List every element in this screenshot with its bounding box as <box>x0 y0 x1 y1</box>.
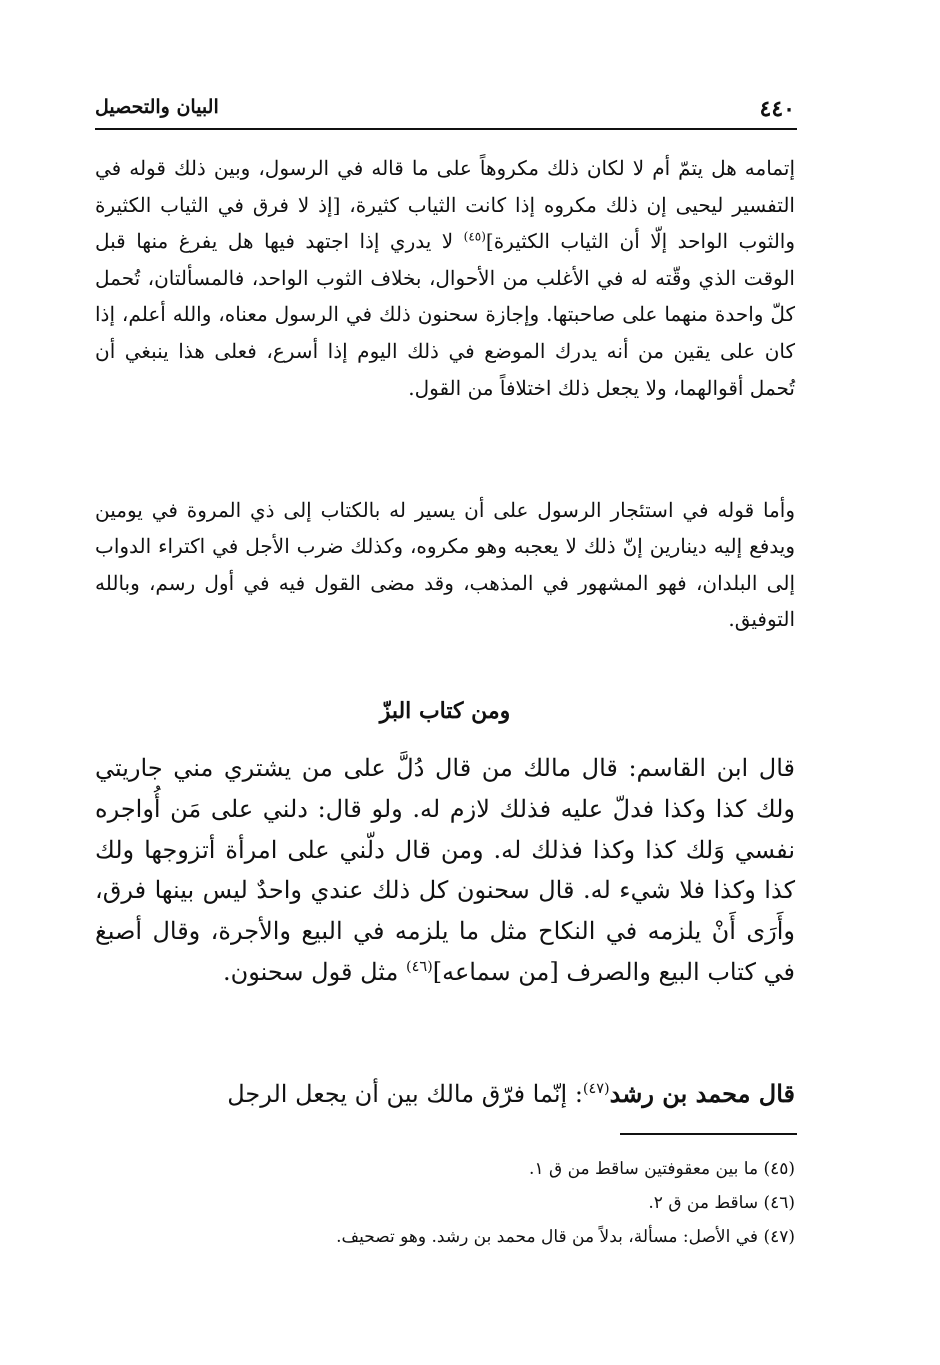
paragraph-text: وأما قوله في استئجار الرسول على أن يسير له بالكتاب إلى ذي المروة في يومين ويدفع إليه دينارين إنّ ذلك لا يعجبه وهو مكروه، وكذلك ضرب الأجل في اكتراء الدواب إلى البلدان، فهو المشهور في المذهب، وقد مضى القول فيه في أول رسم، وبالله التوفيق. <box>95 498 795 632</box>
header-rule <box>95 128 797 130</box>
paragraph-text: إتمامه هل يتمّ أم لا لكان ذلك مكروهاً على ما قاله في الرسول، وبين ذلك قوله في التفسير ليحيى إن ذلك مكروه إذا كانت الثياب كثيرة، [إذ لا فرق في الثياب الكثيرة والثوب الواحد إلّا أن الثياب الكثيرة] <box>95 156 795 254</box>
paragraph-text: قال ابن القاسم: قال مالك من قال دُلَّ على من يشتري مني جاريتي ولك كذا وكذا فدلّ عليه فذلك لازم له. ولو قال: دلني على مَن أُواجره نفسي وَلك كذا وكذا فذلك له. ومن قال دلّني على امرأة أتزوجها ولك كذا وكذا فلا شيء له. قال سحنون كل ذلك عندي واحدٌ ليس بينها فرق، وأَرَى أَنْ يلزمه في النكاح مثل ما يلزمه في البيع والأجرة، وقال أصبغ في كتاب البيع والصرف [من سماعه] <box>95 754 795 986</box>
running-header <box>95 92 795 126</box>
footnote-ref-45: (٤٥) <box>463 229 486 244</box>
paragraph-commentary-1 <box>95 150 795 406</box>
paragraph-main-text <box>95 748 795 993</box>
paragraph-commentary-2 <box>95 492 795 638</box>
footnotes <box>95 1152 795 1254</box>
paragraph-text-cont: مثل قول سحنون. <box>223 957 406 986</box>
footnote-separator <box>620 1133 797 1135</box>
book-title: البيان والتحصيل <box>95 96 219 118</box>
paragraph-text-cont: لا يدري إذا اجتهد فيها هل يفرغ منها قبل الوقت الذي وقّته له في الأغلب من الأحوال، بخلاف الثوب الواحد، فالمسألتان، تُحمل كلّ واحدة منهما على صاحبتها. وإجازة سحنون ذلك في الرسول معناه، والله أعلم، إذا كان على يقين من أنه يدرك الموضع في ذلك اليوم إذا أسرع، فعلى هذا ينبغي أن تُحمل أقوالهما، ولا يجعل ذلك اختلافاً من القول. <box>95 229 795 400</box>
speaker-lead: قال محمد بن رشد <box>609 1079 795 1108</box>
footnote-ref-47: (٤٧) <box>582 1081 610 1097</box>
footnote-47: (٤٧) في الأصل: مسألة، بدلاً من قال محمد بن رشد. وهو تصحيف. <box>336 1227 795 1247</box>
section-heading: ومن كتاب البزّ <box>379 698 511 724</box>
paragraph-ibn-rushd <box>95 1074 795 1114</box>
page-number: ٤٤٠ <box>759 96 795 122</box>
paragraph-text-cont: : إنّما فرّق مالك بين أن يجعل الرجل <box>227 1080 583 1108</box>
footnote-46: (٤٦) ساقط من ق ٢. <box>648 1193 795 1213</box>
footnote-45: (٤٥) ما بين معقوفتين ساقط من ق ١. <box>529 1159 795 1179</box>
footnote-ref-46: (٤٦) <box>406 958 433 975</box>
